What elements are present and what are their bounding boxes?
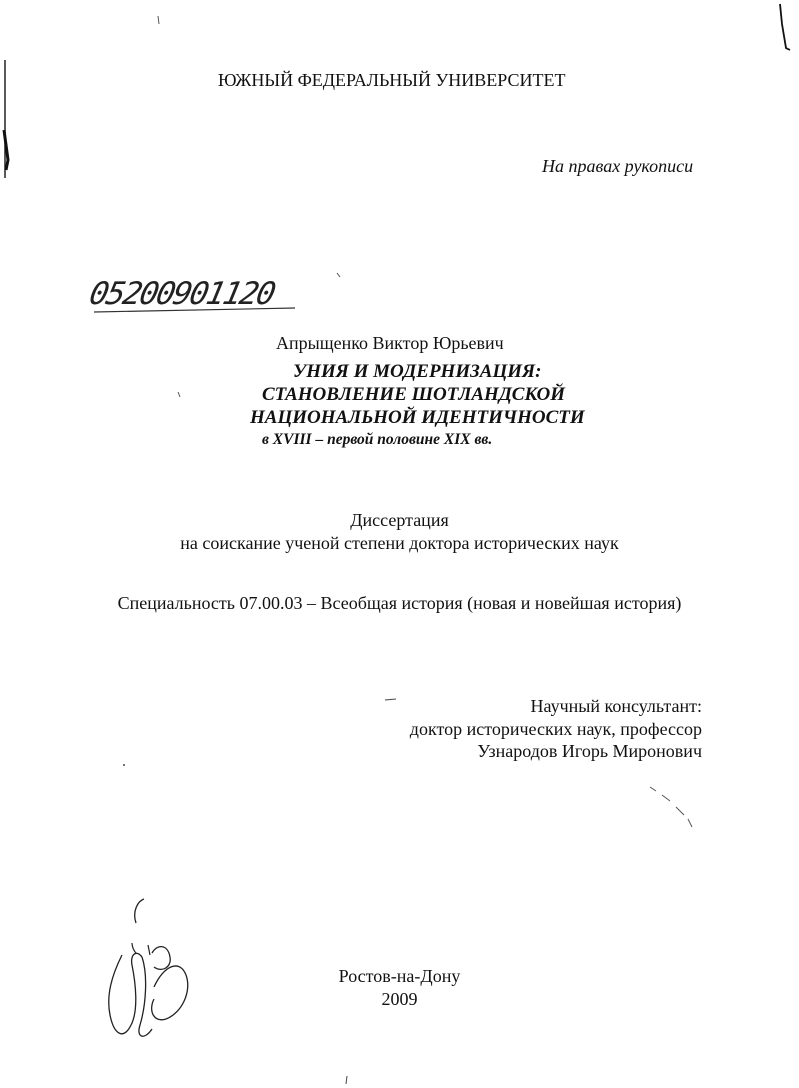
author-name: Апрыщенко Виктор Юрьевич <box>276 333 504 353</box>
consultant-title: доктор исторических наук, профессор <box>409 719 702 739</box>
title-line-2: СТАНОВЛЕНИЕ ШОТЛАНДСКОЙ <box>262 384 565 405</box>
scan-speck-lower-left <box>121 762 127 768</box>
work-type-label: Диссертация <box>350 510 449 530</box>
top-right-scan-mark <box>776 4 796 54</box>
scan-speck-bottom <box>344 1076 350 1086</box>
scan-scratch-right <box>648 785 698 835</box>
scan-dash-consultant <box>384 697 398 703</box>
city: Ростов-на-Дону <box>338 966 461 986</box>
inventory-number-text: 05200901120 <box>86 276 278 312</box>
handwritten-signature <box>92 895 212 1055</box>
handwritten-inventory-number <box>86 272 300 316</box>
year: 2009 <box>381 989 418 1009</box>
title-period: в XVIII – первой половине XIX вв. <box>262 431 493 448</box>
university-name: ЮЖНЫЙ ФЕДЕРАЛЬНЫЙ УНИВЕРСИТЕТ <box>218 70 566 90</box>
manuscript-note: На правах рукописи <box>542 156 694 176</box>
scan-speck-mid <box>336 272 342 280</box>
scan-speck-top <box>156 16 162 26</box>
inventory-number-underline <box>90 272 300 316</box>
scan-speck-left <box>177 391 183 399</box>
work-type-degree: на соискание ученой степени доктора исторических наук <box>180 533 619 553</box>
title-line-3: НАЦИОНАЛЬНОЙ ИДЕНТИЧНОСТИ <box>250 407 585 428</box>
specialty: Специальность 07.00.03 – Всеобщая история (новая и новейшая история) <box>117 593 682 613</box>
consultant-label: Научный консультант: <box>530 696 702 716</box>
left-margin-scan-line <box>2 60 12 180</box>
consultant-name: Узнародов Игорь Миронович <box>477 741 702 761</box>
title-line-1: УНИЯ И МОДЕРНИЗАЦИЯ: <box>293 361 542 382</box>
